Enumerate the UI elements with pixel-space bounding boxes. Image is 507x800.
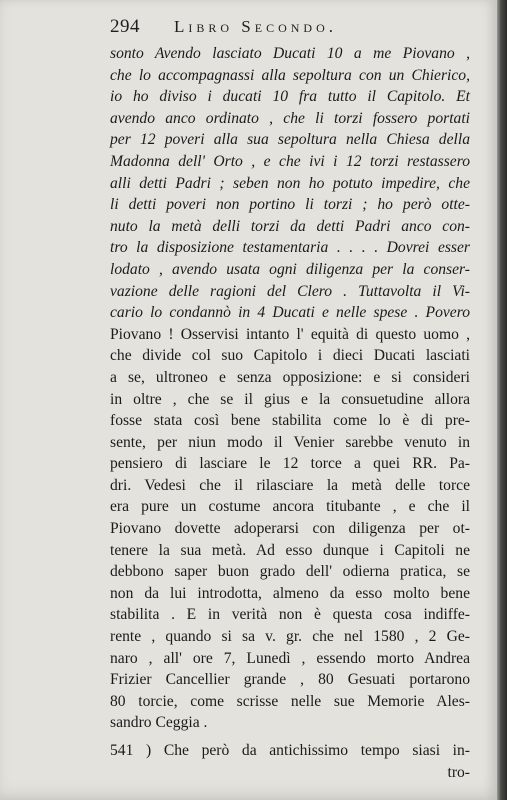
- page-number: 294: [110, 16, 140, 37]
- text-line: dri. Vedesi che il rilasciare la metà delle torce: [110, 476, 470, 494]
- text-line: vazione delle ragioni del Clero . Tuttavolta il Vi-: [110, 282, 470, 300]
- text-line: Piovano ! Osservisi intanto l' equità di questo uomo ,: [110, 325, 470, 343]
- text-line: nuto la metà delli torzi da detti Padri anco con-: [110, 217, 470, 235]
- text-line: in oltre , che se il gius e la consuetudine allora: [110, 390, 470, 408]
- text-line: alli detti Padri ; seben non ho potuto impedire, che: [110, 174, 470, 192]
- text-line: che divide col suo Capitolo i dieci Ducati lasciati: [110, 347, 470, 365]
- text-line: sonto Avendo lasciato Ducati 10 a me Piovano ,: [110, 45, 470, 62]
- text-line: naro , all' ore 7, Lunedì , essendo morto Andrea: [110, 649, 470, 667]
- text-line: Madonna dell' Orto , e che ivi i 12 torzi restassero: [110, 152, 470, 170]
- text-line: 80 torcie, come scrisse nelle sue Memorie Ales-: [110, 692, 470, 710]
- text-line: cario lo condannò in 4 Ducati e nelle spese . Povero: [110, 304, 470, 322]
- running-head: Libro Secondo.: [174, 17, 338, 36]
- text-line: non da lui introdotta, almeno da esso molto bene: [110, 584, 470, 602]
- text-line: avendo anco ordinato , che li torzi fossero portati: [110, 109, 470, 127]
- catchword: tro-: [447, 763, 470, 781]
- text-line: rente , quando si sa v. gr. che nel 1580 , 2 Ge-: [110, 628, 470, 646]
- text-line: Piovano dovette adoperarsi con diligenza per ot-: [110, 520, 470, 538]
- text-line: per 12 poveri alla sua sepoltura nella Chiesa della: [110, 131, 470, 149]
- text-line: li detti poveri non portino li torzi ; ho però otte-: [110, 196, 470, 214]
- page-edge-shadow: [497, 0, 507, 800]
- text-line: sandro Ceggia .: [110, 714, 208, 732]
- text-line: lodato , avendo usata ogni diligenza per la conser-: [110, 260, 470, 278]
- page-header: [110, 16, 410, 42]
- text-line: tro la disposizione testamentaria . . . . Dovrei esser: [110, 239, 470, 257]
- text-line: debbono saper buon grado dell' odierna pratica, se: [110, 563, 470, 581]
- text-line: sente, per niun modo il Venier sarebbe venuto in: [110, 433, 470, 451]
- text-line: 541 ) Che però da antichissimo tempo siasi in-: [110, 742, 470, 759]
- text-line: tenere la sua metà. Ad esso dunque i Capitoli ne: [110, 541, 470, 559]
- body-text: [110, 43, 470, 783]
- text-line: Frizier Cancellier grande , 80 Gesuati portarono: [110, 671, 470, 689]
- text-line: io ho diviso i ducati 10 fra tutto il Capitolo. Et: [110, 88, 470, 106]
- text-line: era pure un costume ancora titubante , e che il: [110, 498, 470, 516]
- text-line: fosse stata così bene stabilita come lo è di pre-: [110, 412, 470, 430]
- text-line: a se, ultroneo e senza opposizione: e si consideri: [110, 368, 470, 386]
- text-line: pensiero di lasciare le 12 torce a quei RR. Pa-: [110, 455, 470, 473]
- text-line: che lo accompagnassi alla sepoltura con un Chierico,: [110, 66, 470, 84]
- text-line: stabilita . E in verità non è questa cosa indiffe-: [110, 606, 470, 624]
